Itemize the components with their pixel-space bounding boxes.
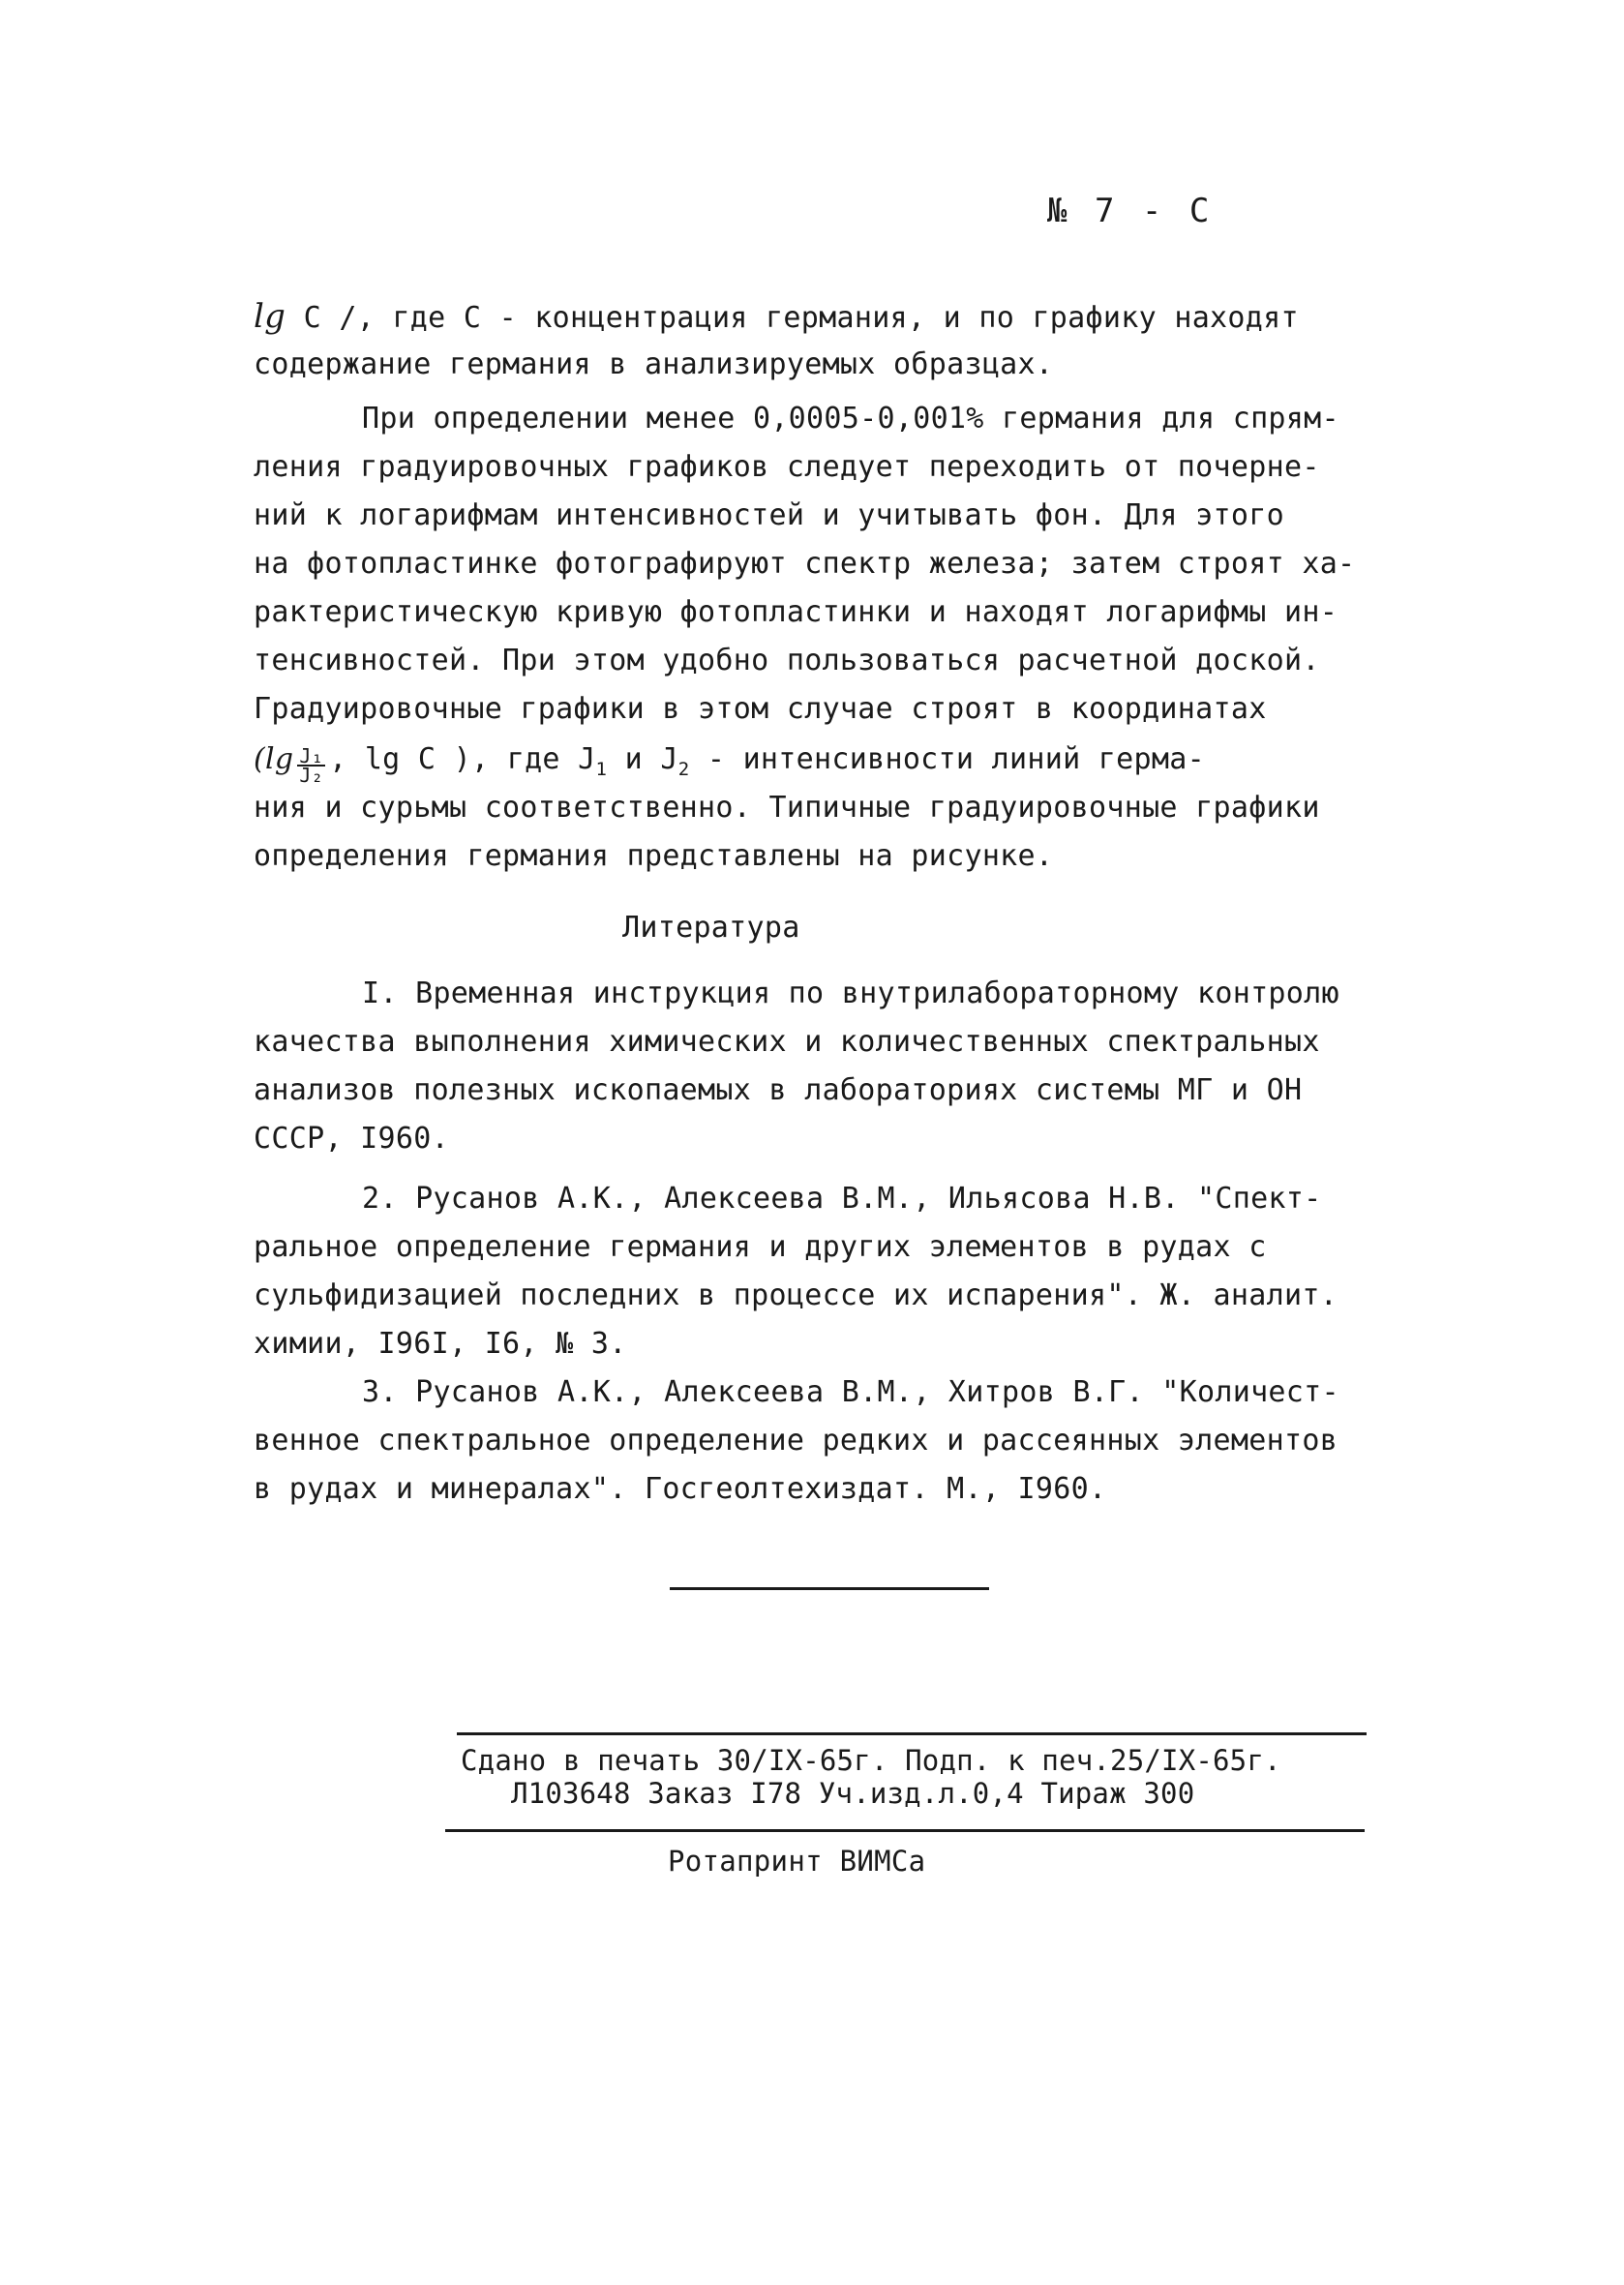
formula-tail: - интенсивности линий герма- [689, 742, 1205, 776]
paragraph-line: на фотопластинке фотографируют спектр железа; затем строят ха- [254, 547, 1356, 581]
formula-and: и J [607, 742, 678, 776]
reference-line: венное спектральное определение редких и рассеянных элементов [254, 1424, 1338, 1458]
paragraph-line: тенсивностей. При этом удобно пользоваться расчетной доской. [254, 644, 1320, 677]
subscript-1: 1 [595, 759, 608, 780]
reference-line: 3. Русанов А.К., Алексеева В.М., Хитров В.Г. "Количест- [362, 1375, 1339, 1409]
paragraph-line: ния и сурьмы соответственно. Типичные градуировочные графики [254, 791, 1320, 825]
paragraph-line: Градуировочные графики в этом случае строят в координатах [254, 692, 1267, 726]
subscript-2: 2 [677, 759, 690, 780]
reference-line: 2. Русанов А.К., Алексеева В.М., Ильясова Н.В. "Спект- [362, 1182, 1322, 1216]
reference-line: в рудах и минералах". Госгеолтехиздат. М., I960. [254, 1472, 1107, 1506]
body-line-1-text: C /, где C - концентрация германия, и по графику находят [303, 301, 1299, 335]
paragraph-line: рактеристическую кривую фотопластинки и находят логарифмы ин- [254, 595, 1338, 629]
imprint-line-2: Л103648 Заказ I78 Уч.изд.л.0,4 Тираж 300 [511, 1777, 1195, 1810]
page-number: № 7 - C [1047, 192, 1214, 230]
ratio-denominator: J₂ [299, 764, 324, 787]
formula-line [254, 736, 1205, 787]
paragraph-line: ний к логарифмам интенсивностей и учитывать фон. Для этого [254, 498, 1284, 532]
section-divider [670, 1587, 989, 1590]
imprint-line-1: Сдано в печать 30/IX-65г. Подп. к печ.25/IX-65г. [461, 1744, 1281, 1777]
reference-line: ральное определение германия и других элементов в рудах с [254, 1230, 1267, 1264]
formula-open: (lg [254, 742, 294, 776]
imprint-top-rule [457, 1732, 1367, 1735]
lg-symbol: lg [254, 297, 286, 336]
reference-line: качества выполнения химических и количественных спектральных [254, 1025, 1320, 1059]
printer-name: Ротапринт ВИМСа [668, 1845, 926, 1878]
reference-line: химии, I96I, I6, № 3. [254, 1327, 627, 1361]
body-line-2: содержание германия в анализируемых образцах. [254, 347, 1054, 381]
reference-line: сульфидизацией последних в процессе их испарения". Ж. аналит. [254, 1278, 1338, 1312]
formula-mid: , lg C ), где J [329, 742, 596, 776]
reference-line: I. Временная инструкция по внутрилабораторному контролю [362, 977, 1339, 1010]
paragraph-line: определения германия представлены на рисунке. [254, 839, 1054, 873]
ratio-numerator: J₁ [299, 744, 324, 767]
imprint-bottom-rule [445, 1829, 1365, 1832]
reference-line: анализов полезных ископаемых в лабораториях системы МГ и ОН [254, 1073, 1303, 1107]
paragraph-line: ления градуировочных графиков следует переходить от почерне- [254, 450, 1320, 484]
reference-line: СССР, I960. [254, 1122, 449, 1156]
body-line-1 [254, 292, 1299, 341]
intensity-ratio [297, 744, 325, 787]
literature-heading: Литература [622, 911, 800, 945]
paragraph-line: При определении менее 0,0005-0,001% германия для спрям- [362, 402, 1339, 436]
